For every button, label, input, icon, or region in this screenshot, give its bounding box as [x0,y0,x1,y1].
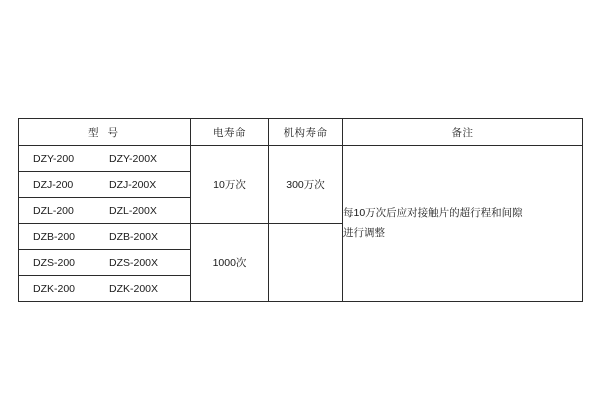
model-pair [19,172,190,197]
model-pair [19,146,190,171]
column-header-mechanical-life: 机构寿命 [269,119,343,146]
cell-electrical-life-group-1: 10万次 [191,146,269,224]
model-pair [19,198,190,223]
model-code-primary: DZY-200 [33,152,75,165]
model-pair [19,250,190,275]
cell-model [19,172,191,198]
table-row [19,146,583,172]
table-header-row [19,119,583,146]
cell-model [19,198,191,224]
model-code-primary: DZB-200 [33,230,76,243]
cell-remark [343,146,583,302]
model-code-primary: DZL-200 [33,204,74,217]
cell-mechanical-life-group-1: 300万次 [269,146,343,224]
model-code-primary: DZS-200 [33,256,76,269]
model-code-variant: DZK-200X [109,282,159,295]
column-header-remark: 备注 [343,119,583,146]
cell-model [19,276,191,302]
cell-model [19,224,191,250]
cell-model [19,250,191,276]
remark-text-line-1: 每10万次后应对接触片的超行程和间隙 [343,206,523,219]
model-pair [19,276,190,301]
table-body [19,146,583,302]
model-code-primary: DZJ-200 [33,178,74,191]
model-code-variant: DZY-200X [109,152,158,165]
model-code-variant: DZJ-200X [109,178,157,191]
column-header-electrical-life: 电寿命 [191,119,269,146]
cell-mechanical-life-group-2 [269,224,343,302]
model-code-primary: DZK-200 [33,282,76,295]
model-code-variant: DZS-200X [109,256,159,269]
model-code-variant: DZL-200X [109,204,157,217]
cell-model [19,146,191,172]
table-header [19,119,583,146]
cell-electrical-life-group-2: 1000次 [191,224,269,302]
model-code-variant: DZB-200X [109,230,159,243]
specification-table [18,118,583,302]
column-header-model: 型 号 [19,119,191,146]
remark-text-line-2: 进行调整 [343,226,385,239]
model-pair [19,224,190,249]
